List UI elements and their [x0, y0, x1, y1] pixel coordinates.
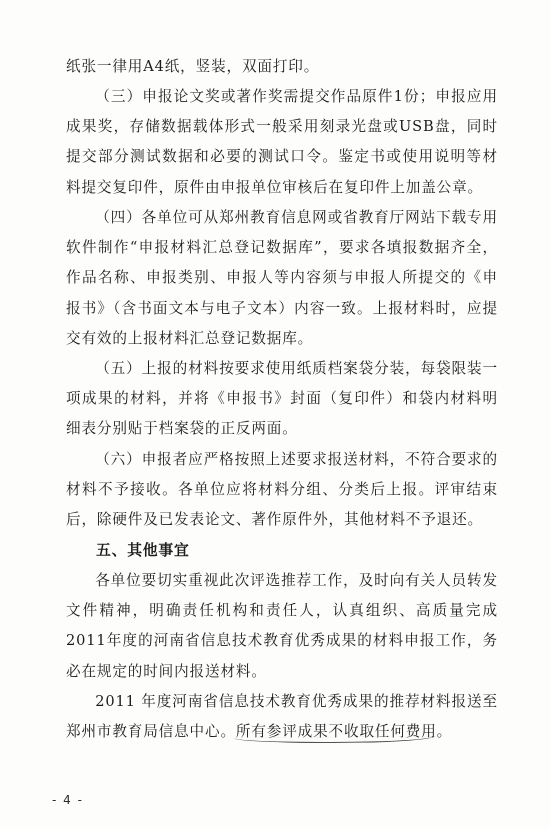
fee-note-underlined: 所有参评成果不收取任何费用 [235, 723, 437, 741]
paragraph-item-6: （六）申报者应严格按照上述要求报送材料，不符合要求的材料不予接收。各单位应将材料分组、分类后上报。评审结束后，除硬件及已发表论文、著作原件外，其他材料不予退还。 [66, 451, 498, 529]
paragraph-other-matters: 各单位要切实重视此次评选推荐工作，及时向有关人员转发文件精神，明确责任机构和责任人，认真组织、高质量完成2011年度的河南省信息技术教育优秀成果的材料申报工作，务必在规定的时间内报送材料。 [66, 572, 498, 680]
submission-text: 2011 年度河南省信息技术教育优秀成果的推荐材料报送至郑州市教育局信息中心。 [66, 693, 498, 741]
paragraph-item-3: （三）申报论文奖或著作奖需提交作品原件1份；申报应用成果奖，存储数据载体形式一般采用刻录光盘或USB盘，同时提交部分测试数据和必要的测试口令。鉴定书或使用说明等材料提交复印件，原件由申报单位审核后在复印件上加盖公章。 [66, 88, 498, 196]
paragraph-continuation: 纸张一律用A4纸，竖装，双面打印。 [66, 58, 320, 75]
page-number: - 4 - [52, 793, 84, 807]
section-heading: 五、其他事宜 [96, 542, 190, 559]
period-mark: 。 [436, 723, 453, 741]
paragraph-item-5: （五）上报的材料按要求使用纸质档案袋分装，每袋限装一项成果的材料，并将《申报书》封面（复印件）和袋内材料明细表分别贴于档案袋的正反两面。 [66, 360, 498, 438]
paragraph-item-4: （四）各单位可从郑州教育信息网或省教育厅网站下载专用软件制作“申报材料汇总登记数据库”，要求各填报数据齐全，作品名称、申报类别、申报人等内容须与申报人所提交的《申报书》（含书面文本与电子文本）内容一致。上报材料时，应提交有效的上报材料汇总登记数据库。 [66, 209, 498, 347]
paragraph-submission [66, 687, 498, 747]
